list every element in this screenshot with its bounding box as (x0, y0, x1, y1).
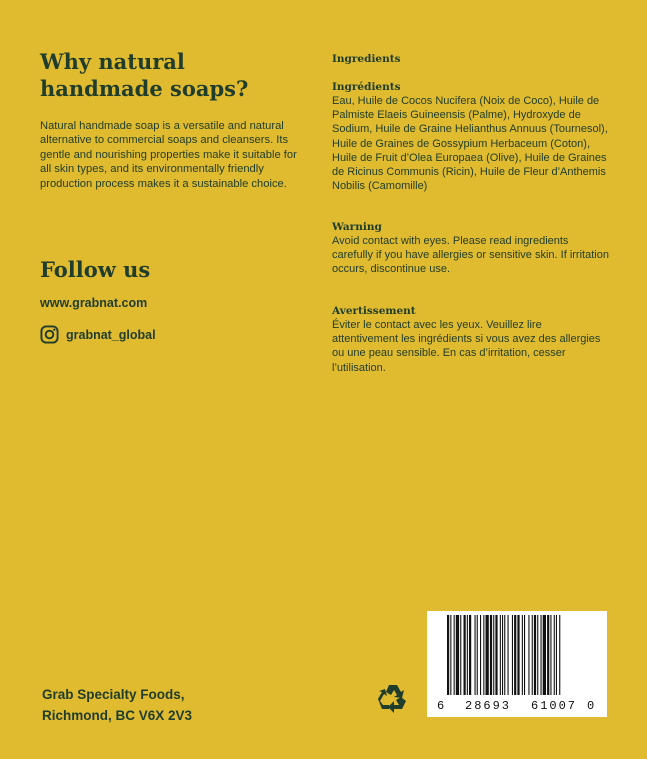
barcode-bars (427, 611, 607, 699)
ingredients-fr-heading: Ingrédients (332, 81, 401, 93)
why-natural-title (40, 48, 300, 102)
instagram-handle: grabnat_global (66, 327, 156, 342)
instagram-link[interactable] (40, 325, 156, 344)
why-title-line-1: Why natural (40, 49, 185, 74)
warning-heading: Warning (332, 221, 382, 233)
barcode-digit-first: 6 (437, 699, 445, 713)
barcode-right-group: 61007 (531, 699, 578, 713)
follow-us-title: Follow us (40, 257, 151, 282)
ingredients-fr-section (332, 81, 610, 193)
avertissement-section (332, 305, 610, 375)
intro-paragraph: Natural handmade soap is a versatile and natural alternative to commercial soaps and cleansers. Its gentle and nourishing properties make it suitable for all skin types, and its environmentally friendly production process makes it a sustainable choice. (40, 120, 297, 190)
barcode (427, 611, 607, 717)
address-line-1: Grab Specialty Foods, (42, 687, 185, 702)
warning-text: Avoid contact with eyes. Please read ingredients carefully if you have allergies or sensitive skin. If irritation occurs, discontinue use. (332, 235, 609, 276)
ingredients-en-section (332, 53, 610, 66)
avertissement-heading: Avertissement (332, 305, 416, 317)
ingredients-fr-text: Eau, Huile de Cocos Nucifera (Noix de Coco), Huile de Palmiste Elaeis Guineensis (Palme), Hydroxyde de Sodium, Huile de Graine Helianthus Annuus (Tournesol), Huile de Graines de Gossypium Herbaceum (Coton), Huile de Fruit d’Olea Europaea (Olive), Huile de Graines de Ricinus Communis (Ricin), Huile de Fleur d’Anthemis Nobilis (Camomille) (332, 95, 608, 193)
barcode-check-digit: 0 (587, 699, 595, 713)
instagram-icon (40, 325, 59, 344)
why-title-line-2: handmade soaps? (40, 76, 249, 101)
address-line-2: Richmond, BC V6X 2V3 (42, 708, 193, 723)
warning-section (332, 221, 610, 277)
website-link[interactable]: www.grabnat.com (40, 296, 148, 310)
barcode-left-group: 28693 (465, 699, 512, 713)
avertissement-text: Éviter le contact avec les yeux. Veuillez lire attentivement les ingrédients si vous avez des allergies ou une peau sensible. En cas d’irritation, cesser l’utilisation. (332, 319, 601, 374)
company-address (42, 684, 192, 726)
recycle-icon (376, 682, 410, 716)
ingredients-en-heading: Ingredients (332, 53, 401, 65)
